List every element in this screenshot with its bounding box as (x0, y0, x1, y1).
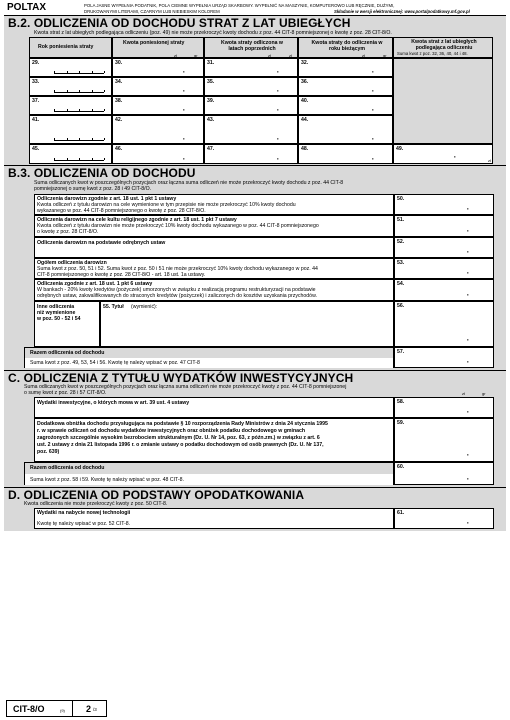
field-42[interactable]: 42. , (112, 115, 204, 144)
header-electronic-note: Składanie w wersji elektronicznej: www.portalpodatkowy.mf.gov.pl (334, 9, 470, 14)
section-b2-title: B.2. ODLICZENIA OD DOCHODU STRAT Z LAT UBIEGŁYCH (8, 16, 351, 30)
field-33[interactable]: 33. (29, 77, 112, 96)
section-c-subtitle-2: o sumę kwot z poz. 28 i 57 CIT-8/O. (24, 390, 107, 396)
field-41[interactable]: 41. (29, 115, 112, 144)
field-56[interactable]: 56. , (394, 301, 494, 347)
b2-total-shaded (393, 58, 493, 144)
field-44[interactable]: 44. , (298, 115, 393, 144)
section-b3-subtitle-2: pomniejszonej o sumę kwot z poz. 28 i 49 CIT-8/O. (34, 186, 152, 192)
field-58[interactable]: 58. , (394, 397, 494, 418)
field-47[interactable]: 47. , (204, 144, 298, 164)
field-38[interactable]: 38. , (112, 96, 204, 115)
field-59[interactable]: 59. , (394, 418, 494, 462)
field-32[interactable]: 32. , (298, 58, 393, 77)
section-d-subtitle: Kwota odliczenia nie może przekroczyć kwoty z poz. 50 CIT-8. (24, 501, 168, 507)
field-49[interactable]: 49. , zł (393, 144, 493, 164)
b3-row-53-label: Ogółem odliczenia darowizn Suma kwot z poz. 50, 51 i 52. Suma kwot z poz. 50 i 51 nie może przekroczyć 10% kwoty dochodu wykazanego w poz. 44 CIT-8 pomniejszonego o kwotę z poz. 28 CIT-8/O - art. 18 ust. 1a ustawy. (34, 258, 394, 279)
field-50[interactable]: 50. , (394, 194, 494, 215)
field-40[interactable]: 40. , (298, 96, 393, 115)
section-c-title: C. ODLICZENIA Z TYTUŁU WYDATKÓW INWESTYCYJNYCH (8, 371, 354, 385)
header-instructions-line1: POLA JASNE WYPEŁNIA PODATNIK, POLA CIEMNE WYPEŁNIA URZĄD SKARBOWY. WYPEŁNIĆ NA MASZYNIE, KOMPUTEROWO LUB RĘCZNIE, DUŻYMI, (84, 3, 395, 8)
field-35[interactable]: 35. , (204, 77, 298, 96)
section-b3-subtitle-1: Suma odliczanych kwot w poszczególnych pozycjach oraz łączna suma odliczeń nie może przekroczyć kwoty dochodu z poz. 44 CIT-8 (34, 180, 344, 186)
c-row-59-label: Dodatkowa obniżka dochodu przysługująca na podstawie § 10 rozporządzenia Rady Ministrów z dnia 24 stycznia 1995 r. w sprawie odliczeń od dochodu wydatków inwestycyjnych oraz obniżek podatku dochodowego w gminach zagrożonych szczególnie wysokim bezrobociem strukturalnym (Dz. U. Nr 14, poz. 63, z późn.zm.) w związku z art. 6 ust. 2 ustawy z dnia 21 listopada 1996 r. o zmianie ustawy o podatku dochodowym od osób prawnych (Dz. U. Nr 137, poz. 639) (34, 418, 394, 462)
b3-row-50-label: Odliczenia darowizn zgodnie z art. 18 ust. 1 pkt 1 ustawy Kwota odliczeń z tytułu darowizn na cele wymienione w tym przepisie nie może przekroczyć 10% kwoty dochodu wykazanego w poz. 44 CIT-8 pomniejszonego o kwotę z poz. 28 CIT-8/O. (34, 194, 394, 215)
field-36[interactable]: 36. , (298, 77, 393, 96)
field-55-title[interactable]: 55. Tytuł (wymienić): (100, 301, 394, 347)
b2-col-header-year: Rok poniesienia straty (29, 37, 112, 58)
field-54[interactable]: 54. , (394, 279, 494, 301)
b2-col-header-to-deduct: Kwota straty do odliczenia w roku bieżącym (298, 37, 393, 58)
field-45[interactable]: 45. (29, 144, 112, 164)
poltax-logo: POLTAX (7, 2, 47, 13)
field-39[interactable]: 39. , (204, 96, 298, 115)
b2-col-header-total: Kwota strat z lat ubiegłych podlegająca odliczeniu Suma kwot z poz. 32, 36, 40, 44 i 48. (393, 37, 493, 58)
field-57[interactable]: 57. , (394, 347, 494, 368)
field-46[interactable]: 46. , (112, 144, 204, 164)
b2-col-header-loss: Kwota poniesionej straty (112, 37, 204, 58)
field-53[interactable]: 53. , (394, 258, 494, 279)
b3-row-52-label: Odliczenia darowizn na podstawie odrębnych ustaw (34, 237, 394, 258)
c-row-58-label: Wydatki inwestycyjne, o których mowa w art. 39 ust. 4 ustawy (34, 397, 394, 418)
field-30[interactable]: 30. , (112, 58, 204, 77)
field-60[interactable]: 60. , (394, 462, 494, 485)
field-43[interactable]: 43. , (204, 115, 298, 144)
field-51[interactable]: 51. , (394, 215, 494, 237)
field-34[interactable]: 34. , (112, 77, 204, 96)
field-61[interactable]: 61. , (394, 508, 494, 529)
b3-row-51-label: Odliczenia darowizn na cele kultu religijnego zgodnie z art. 18 ust. 1 pkt 7 ustawy Kwota odliczeń z tytułu darowizn nie może przekroczyć 10% kwoty dochodu wykazanego w poz. 44 CIT-8 pomniejszonego o kwotę z poz. 28 CIT-8/O. (34, 215, 394, 237)
b2-col-header-deducted-prev: Kwota straty odliczona w latach poprzednich (204, 37, 298, 58)
section-b2-subtitle: Kwota strat z lat ubiegłych podlegająca odliczeniu (poz. 49) nie może przekroczyć kwoty dochodu z poz. 44 CIT-8 pomniejszonej o kwotę z poz. 28 CIT-8/O. (34, 30, 392, 36)
field-29[interactable]: 29. (29, 58, 112, 77)
d-row-61-label: Wydatki na nabycie nowej technologii Kwotę tę należy wpisać w poz. 52 CIT-8. (34, 508, 394, 529)
field-48[interactable]: 48. , (298, 144, 393, 164)
section-b3-title: B.3. ODLICZENIA OD DOCHODU (8, 166, 196, 180)
header-instructions-line2: DRUKOWANYMI LITERAMI, CZARNYM LUB NIEBIESKIM KOLOREM (84, 9, 220, 14)
field-37[interactable]: 37. (29, 96, 112, 115)
field-52[interactable]: 52. , (394, 237, 494, 258)
footer-form-id: CIT-8/O (9) 2 /3 (6, 700, 107, 717)
b3-row-54-label: Odliczenia zgodnie z art. 18 ust. 1 pkt 6 ustawy W bankach - 20% kwoty kredytów (pożyczek) umorzonych w związku z realizacją programu restrukturyzacji na podstawie odrębnych ustaw, zakwalifikowanych do straconych kredytów (pożyczek) i zaliczonych do kosztów uzyskania przychodów. (34, 279, 394, 301)
b3-total-label: Razem odliczenia od dochodu Suma kwot z poz. 49, 53, 54 i 56. Kwotę tę należy wpisać w poz. 47 CIT-8 (24, 347, 394, 368)
b3-other-deductions-label: Inne odliczenia niż wymienione w poz. 50 - 52 i 54 (34, 301, 100, 347)
c-total-label: Razem odliczenia od dochodu Suma kwot z poz. 58 i 59. Kwotę tę należy wpisać w poz. 48 CIT-8. (24, 462, 394, 485)
field-31[interactable]: 31. , (204, 58, 298, 77)
section-c-subtitle-1: Suma odliczanych kwot w poszczególnych pozycjach oraz łączna suma odliczeń nie może przekroczyć kwoty z poz. 44 CIT-8 pomniejszonej (24, 384, 347, 390)
section-d-title: D. ODLICZENIA OD PODSTAWY OPODATKOWANIA (8, 488, 305, 502)
